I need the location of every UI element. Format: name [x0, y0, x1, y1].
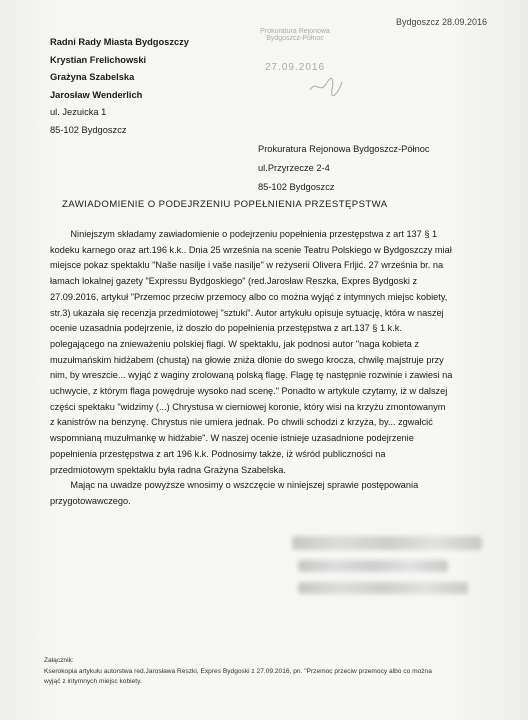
- document-title: ZAWIADOMIENIE O PODEJRZENIU POPEŁNIENIA PRZESTĘPSTWA: [62, 199, 388, 210]
- recipient-name: Prokuratura Rejonowa Bydgoszcz-Północ: [258, 144, 430, 154]
- stamp-office: Prokuratura Rejonowa Bydgoszcz-Północ: [260, 28, 330, 42]
- stamp-signature-icon: [308, 76, 344, 96]
- letter-date: Bydgoszcz 28.09.2016: [396, 17, 488, 27]
- body-line: miejsce pokaz spektaklu "Naše nasilje i vaše nasilje" w reżyserii Olivera Frljić. 27 września br. na: [50, 260, 444, 271]
- attachment-line-1: Kserokopia artykułu autorstwa red.Jarosława Reszki, Expres Bydgoski z 27.09.2016, pn. "Przemoc przeciw przemocy albo co można: [44, 667, 432, 675]
- body-line: przedmiotowym spektaklu była radna Grażyna Szabelska.: [50, 464, 286, 475]
- body-line: Niniejszym składamy zawiadomienie o podejrzeniu popełnienia przestępstwa z art 137 § 1: [50, 229, 438, 239]
- body-line: ocenie uzasadnia podejrzenie, iż doszło do popełnienia przestępstwa z art.137 § 1 k.k.: [50, 323, 402, 334]
- sender-name-1: Krystian Frelichowski: [50, 54, 147, 65]
- recipient-postcode: 85-102 Bydgoszcz: [258, 182, 335, 192]
- stamp-date: 27.09.2016: [264, 62, 326, 73]
- sender-street: ul. Jezuicka 1: [50, 107, 107, 117]
- sender-block: [50, 34, 189, 139]
- body-line: uchwycie, z którym flaga powędruje wysoko nad scenę." Ponadto w artykule czytamy, iż w dalszej: [50, 386, 448, 397]
- sender-council: Radni Rady Miasta Bydgoszczy: [50, 37, 189, 47]
- attachment-label: Załącznik:: [44, 657, 74, 664]
- body-line: muzułmańskim hidżabem (chustą) na głowie zniża dłonie do swego krocza, chwilę majstruje przy: [50, 354, 444, 365]
- redacted-signatures: [292, 532, 488, 606]
- letter-body: [50, 227, 498, 510]
- recipient-street: ul.Przyrzecze 2-4: [258, 163, 330, 173]
- body-line: łamach lokalnej gazety "Expressu Bydgoskiego" (red.Jarosław Reszka, Expres Bydgoski z: [50, 276, 418, 287]
- sender-postcode: 85-102 Bydgoszcz: [50, 124, 127, 135]
- body-line: str.3) ukazała się recenzja przedmiotowej "sztuki". Autor artykułu opisuje sytuację, która w naszej: [50, 307, 444, 318]
- body-line: z kanistrów na benzynę. Chrystus nie umiera jednak. Po chwili schodzi z krzyża, by... zgwałcić: [50, 417, 433, 428]
- attachment-note: [44, 656, 432, 688]
- attachment-line-2: wyjąć z intymnych miejsc kobiety.: [44, 678, 142, 685]
- sender-name-3: Jarosław Wenderlich: [50, 89, 143, 100]
- body-line: nim, by wreszcie... wyjąć z waginy zrolowaną polską flagę. Flagę tę następnie rozwinie i zawiesi na: [50, 370, 453, 381]
- body-line: 27.09.2016, artykuł "Przemoc przeciw przemocy albo co można wyjąć z intymnych miejsc kobiety,: [50, 291, 448, 302]
- body-line: wspomnianą muzułmankę w hidżabie". W naszej ocenie istnieje uzasadnione podejrzenie: [50, 433, 414, 444]
- body-line: kodeku karnego oraz art.196 k.k.. Dnia 25 września na scenie Teatru Polskiego w Bydgoszczy miał: [50, 244, 452, 255]
- body-line: popełnienia przestępstwa z art 196 k.k. Podnosimy także, iż wśród publiczności na: [50, 448, 386, 459]
- body-line: Mając na uwadze powyższe wnosimy o wszczęcie w niniejszej sprawie postępowania: [50, 480, 419, 491]
- received-stamp: [238, 28, 348, 98]
- recipient-block: [258, 140, 430, 197]
- body-line: części spektaku "widzimy (...) Chrystusa w cierniowej koronie, który wisi na krzyżu zmontowanym: [50, 401, 446, 412]
- body-line: polegającego na znieważeniu polskiej flagi. W spektaklu, jak podnosi autor "naga kobieta z: [50, 338, 419, 349]
- sender-name-2: Grażyna Szabelska: [50, 72, 135, 82]
- body-line: przygotowawczego.: [50, 495, 131, 506]
